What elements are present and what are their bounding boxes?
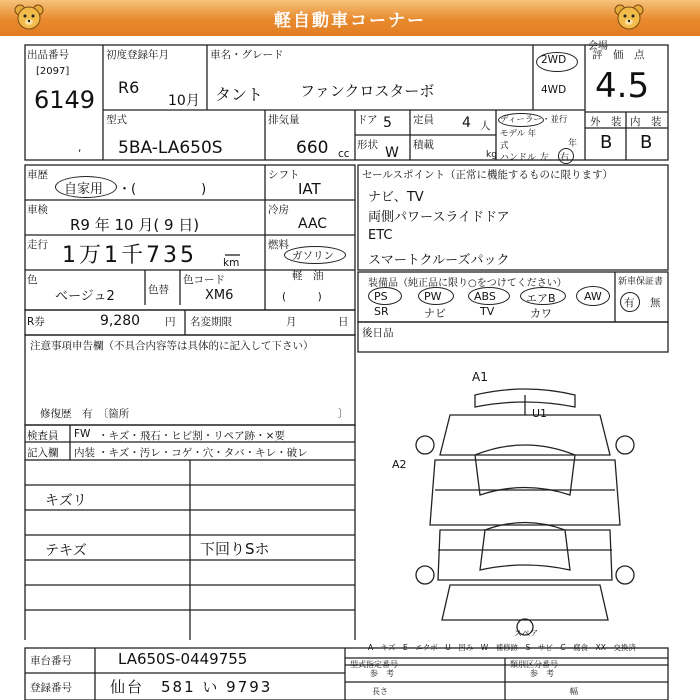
damage-a1: A1	[472, 370, 488, 384]
ext-grade: B	[600, 132, 613, 153]
handle-right: 右	[560, 153, 570, 163]
circle-aw	[576, 286, 610, 306]
shape-label: 形状	[357, 139, 378, 151]
registration-value: 仙台 581 い 9793	[110, 678, 273, 696]
car-diagram	[380, 365, 670, 645]
recycle-label: R券	[27, 316, 45, 328]
name-change-day: 日	[338, 316, 349, 328]
equip-abs: ABS	[474, 290, 496, 303]
recycle-unit: 円	[165, 316, 176, 328]
mileage-label: 走行	[27, 239, 48, 251]
first-reg-era: R6	[118, 78, 140, 97]
inspector-row1: ・キズ・飛石・ヒビ割・リペア跡・×要	[98, 430, 285, 442]
handle-left: 左	[540, 153, 550, 163]
color-value: ベージュ2	[55, 289, 115, 304]
sales-line-1: ナビ、TV	[368, 190, 424, 205]
capacity-unit: 人	[480, 120, 491, 132]
warranty-no: 無	[650, 297, 661, 309]
hand-note-3: 下回りSホ	[200, 540, 270, 558]
fuel-label: 燃料	[268, 239, 289, 251]
spare-label: スペア	[514, 629, 538, 638]
circle-ps	[368, 287, 402, 305]
repair-label: 修復歴 有 〔箇所	[40, 408, 130, 420]
equipment-label: 装備品（純正品に限り○をつけてください）	[368, 278, 567, 289]
equip-leather: カワ	[530, 307, 552, 320]
chassis-label: 車台番号	[30, 655, 72, 667]
shape-value: W	[385, 145, 399, 161]
first-reg-label: 初度登録年月	[106, 49, 169, 61]
hand-note-2: テキズ	[45, 543, 87, 559]
doors-label: ドア	[357, 114, 378, 126]
lot-sub: [2097]	[36, 66, 70, 77]
equip-pw: PW	[424, 290, 442, 303]
color-code-label: 色コード	[183, 274, 225, 286]
dealer-label: ディーラー・並行	[500, 115, 568, 125]
load-label: 積載	[413, 139, 434, 151]
class-ref: 参 考	[530, 669, 554, 678]
grade-label: 評 価 点	[592, 49, 645, 61]
drive-2wd: 2WD	[541, 54, 567, 66]
damage-u1: U1	[532, 407, 548, 420]
warranty-yes: 有	[624, 297, 635, 309]
inspector-row2-head: 内装	[74, 447, 95, 459]
car-label: 車名・グレード	[210, 49, 284, 61]
rear-label: 後日品	[362, 327, 394, 339]
handle-label: ハンドル	[500, 153, 537, 163]
displacement-unit: cc	[338, 148, 350, 160]
usage-rest: ・( )	[118, 182, 207, 197]
color-label: 色	[27, 274, 38, 286]
banner-title: 軽自動車コーナー	[274, 11, 426, 31]
sales-line-4: スマートクルーズパック	[368, 253, 510, 268]
equip-sr: SR	[374, 305, 389, 318]
inspector-row1-head: FW	[74, 428, 91, 440]
damage-a2: A2	[392, 458, 407, 471]
chassis-value: LA650S-0449755	[118, 650, 248, 668]
repair-close: 〕	[338, 408, 349, 420]
load-unit: kg	[486, 150, 497, 160]
registration-label: 登録番号	[30, 682, 72, 694]
ac-value: AAC	[298, 216, 328, 232]
circle-pw	[418, 287, 454, 305]
fuel-petrol: ガソリン	[292, 250, 334, 262]
equip-tv: TV	[480, 305, 495, 318]
class-label: 類別区分番号	[510, 660, 558, 669]
grade-value: 4.5	[595, 66, 650, 106]
doors-value: 5	[383, 115, 392, 131]
notes-label: 注意事項申告欄（不具合内容等は具体的に記入して下さい）	[30, 340, 314, 352]
model-year-label: モデル 年式	[500, 129, 537, 151]
sales-line-3: ETC	[368, 228, 393, 243]
ext-label: 外 装	[590, 116, 622, 128]
shift-value: IAT	[298, 180, 321, 198]
usage-value: 自家用	[64, 182, 104, 197]
name-change-label: 名変期限	[190, 316, 232, 328]
venue-label: 会場	[588, 41, 608, 52]
inspector-row2: ・キズ・汚レ・コゲ・穴・タバ・キレ・破レ	[98, 447, 308, 459]
car-name: タント	[215, 85, 264, 104]
name-change-month: 月	[286, 316, 297, 328]
width-label: 幅	[570, 687, 578, 696]
hand-note-1: キズリ	[45, 493, 87, 509]
model-comma: ,	[78, 142, 82, 154]
recycle-value: 9,280	[100, 313, 141, 329]
equip-navi: ナビ	[424, 307, 446, 320]
inspector-label-1: 検査員	[27, 430, 59, 442]
color-code: XM6	[205, 288, 234, 303]
equip-airbag: エアB	[526, 292, 556, 305]
model-year-unit: 年	[568, 139, 578, 149]
type-spec-label: 型式指定番号	[350, 660, 398, 669]
circle-airbag	[520, 287, 566, 305]
mileage-unit: km	[223, 257, 240, 269]
model-label: 型式	[106, 114, 127, 126]
circle-abs	[468, 287, 510, 305]
int-label: 内 装	[630, 116, 662, 128]
capacity-value: 4	[462, 115, 471, 131]
drive-4wd: 4WD	[541, 84, 567, 96]
displacement-label: 排気量	[268, 114, 300, 126]
lot-number: 6149	[34, 86, 96, 114]
fuel-paren: ( )	[282, 291, 322, 303]
type-spec-ref: 参 考	[370, 669, 394, 678]
fuel-diesel: 軽 油	[292, 270, 324, 282]
lot-label: 出品番号	[27, 49, 69, 61]
inspection-value: R9 年 10 月( 9 日)	[70, 216, 200, 234]
car-grade: ファンクロスターボ	[300, 82, 435, 100]
usage-label: 車歴	[27, 169, 48, 181]
length-label: 長さ	[372, 687, 388, 696]
sales-line-2: 両側パワースライドドア	[368, 210, 510, 225]
mileage-value: 1万1千735	[62, 243, 197, 268]
inspection-label: 車検	[27, 204, 48, 216]
displacement-value: 660	[296, 138, 329, 158]
warranty-label: 新車保証書	[618, 277, 664, 287]
shift-label: シフト	[268, 169, 300, 181]
model-value: 5BA-LA650S	[118, 138, 223, 158]
first-reg-month: 10月	[168, 93, 200, 109]
equip-ps: PS	[374, 290, 388, 303]
ac-label: 冷房	[268, 204, 289, 216]
damage-legend: A―キズ E―エクボ U―凹み W―補修跡 S―サビ C―腐食 XX―交換済	[368, 643, 636, 652]
int-grade: B	[640, 132, 653, 153]
equip-aw: AW	[584, 290, 602, 303]
sales-label: セールスポイント（正常に機能するものに限ります）	[362, 169, 614, 181]
capacity-label: 定員	[413, 114, 434, 126]
color-tone-label: 色替	[148, 284, 169, 296]
inspector-label-2: 記入欄	[27, 447, 59, 459]
